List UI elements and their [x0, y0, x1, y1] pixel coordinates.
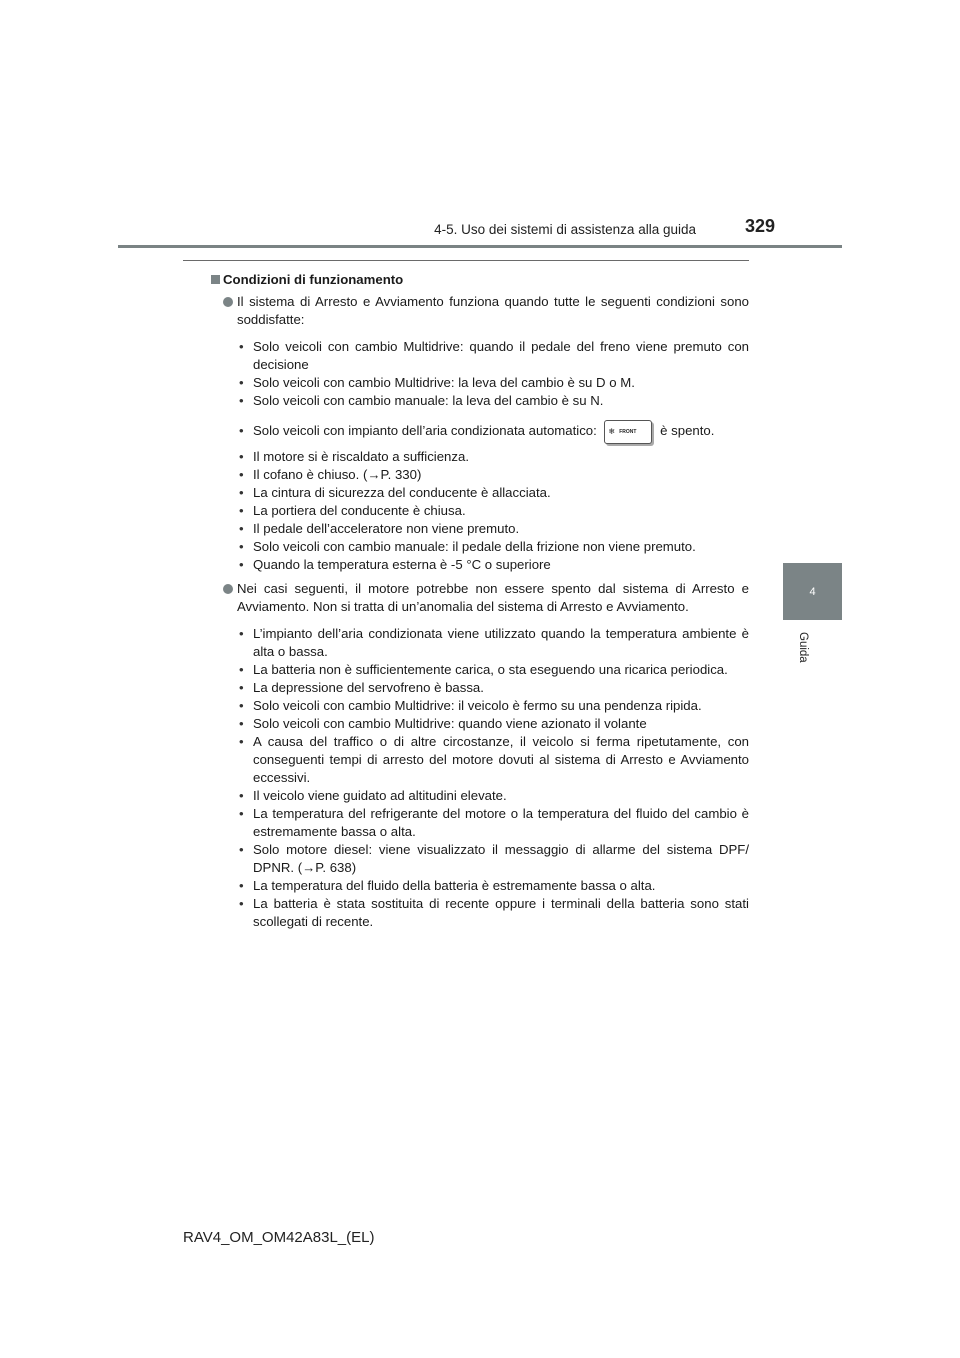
document-code: RAV4_OM_OM42A83L_(EL) — [183, 1229, 375, 1246]
exceptions-list — [223, 625, 749, 931]
section-divider — [183, 260, 749, 261]
list-item: • Solo veicoli con cambio Multidrive: quando viene azionato il volante — [239, 715, 749, 733]
list-item: • Il cofano è chiuso. (→P. 330) — [239, 466, 749, 484]
list-item: • La cintura di sicurezza del conducente è allacciata. — [239, 484, 749, 502]
header-rule — [118, 245, 842, 248]
list-item: • La temperatura del fluido della batteria è estremamente bassa o alta. — [239, 877, 749, 895]
circle-bullet-icon — [223, 297, 233, 307]
exceptions-intro-text: Nei casi seguenti, il motore potrebbe non essere spento dal sistema di Arresto e Avviamento. Non si tratta di un’anomalia del sistema di Arresto e Avviamento. — [237, 580, 749, 614]
ac-icon-label: FRONT — [619, 428, 637, 435]
circle-bullet-icon — [223, 584, 233, 594]
section-heading-text: Condizioni di funzionamento — [223, 272, 404, 287]
list-item: • La portiera del conducente è chiusa. — [239, 502, 749, 520]
square-bullet-icon — [211, 275, 220, 284]
page-content — [223, 271, 749, 931]
list-item: • La temperatura del refrigerante del motore o la temperatura del fluido del cambio è estremamente bassa o alta. — [239, 805, 749, 841]
list-item: • Il pedale dell’acceleratore non viene premuto. — [239, 520, 749, 538]
list-item-ac — [239, 419, 749, 444]
list-item: • La batteria non è sufficientemente carica, o sta eseguendo una ricarica periodica. — [239, 661, 749, 679]
chapter-tab — [783, 563, 842, 620]
list-item: • Il motore si è riscaldato a sufficienza. — [239, 448, 749, 466]
list-item: • La depressione del servofreno è bassa. — [239, 679, 749, 697]
list-item: • Il veicolo viene guidato ad altitudini elevate. — [239, 787, 749, 805]
list-item: • Solo veicoli con cambio Multidrive: la leva del cambio è su D o M. — [239, 374, 749, 392]
fan-icon: ❄ — [608, 426, 616, 436]
list-item: • Quando la temperatura esterna è -5 °C o superiore — [239, 556, 749, 574]
conditions-intro-text: Il sistema di Arresto e Avviamento funziona quando tutte le seguenti condizioni sono soddisfatte: — [237, 294, 749, 327]
section-heading — [223, 271, 749, 289]
list-item: • L’impianto dell’aria condizionata viene utilizzato quando la temperatura ambiente è alta o bassa. — [239, 625, 749, 661]
list-item: • Solo motore diesel: viene visualizzato il messaggio di allarme del sistema DPF/ DPNR. (→P. 638) — [239, 841, 749, 877]
list-item: • A causa del traffico o di altre circostanze, il veicolo si ferma ripetutamente, con conseguenti tempi di arresto del motore dovuti al sistema di Arresto e Avviamento eccessivi. — [239, 733, 749, 787]
ac-item-text-before: Solo veicoli con impianto dell’aria condizionata automatico: — [253, 423, 597, 438]
ac-item-text-after: è spento. — [660, 423, 715, 438]
page-number: 329 — [745, 216, 776, 236]
section-header-title: 4-5. Uso dei sistemi di assistenza alla guida — [434, 222, 696, 237]
conditions-list — [223, 338, 749, 574]
conditions-intro — [223, 293, 749, 329]
chapter-number: 4 — [809, 585, 816, 598]
list-item: • La batteria è stata sostituita di recente oppure i terminali della batteria sono stati scollegati di recente. — [239, 895, 749, 931]
exceptions-intro — [223, 580, 749, 616]
list-item: • Solo veicoli con cambio manuale: la leva del cambio è su N. — [239, 392, 749, 410]
list-item: • Solo veicoli con cambio Multidrive: il veicolo è fermo su una pendenza ripida. — [239, 697, 749, 715]
list-item: • Solo veicoli con cambio manuale: il pedale della frizione non viene premuto. — [239, 538, 749, 556]
list-item: • Solo veicoli con cambio Multidrive: quando il pedale del freno viene premuto con decisione — [239, 338, 749, 374]
chapter-label: Guida — [797, 632, 809, 663]
ac-front-button-icon — [604, 420, 652, 444]
